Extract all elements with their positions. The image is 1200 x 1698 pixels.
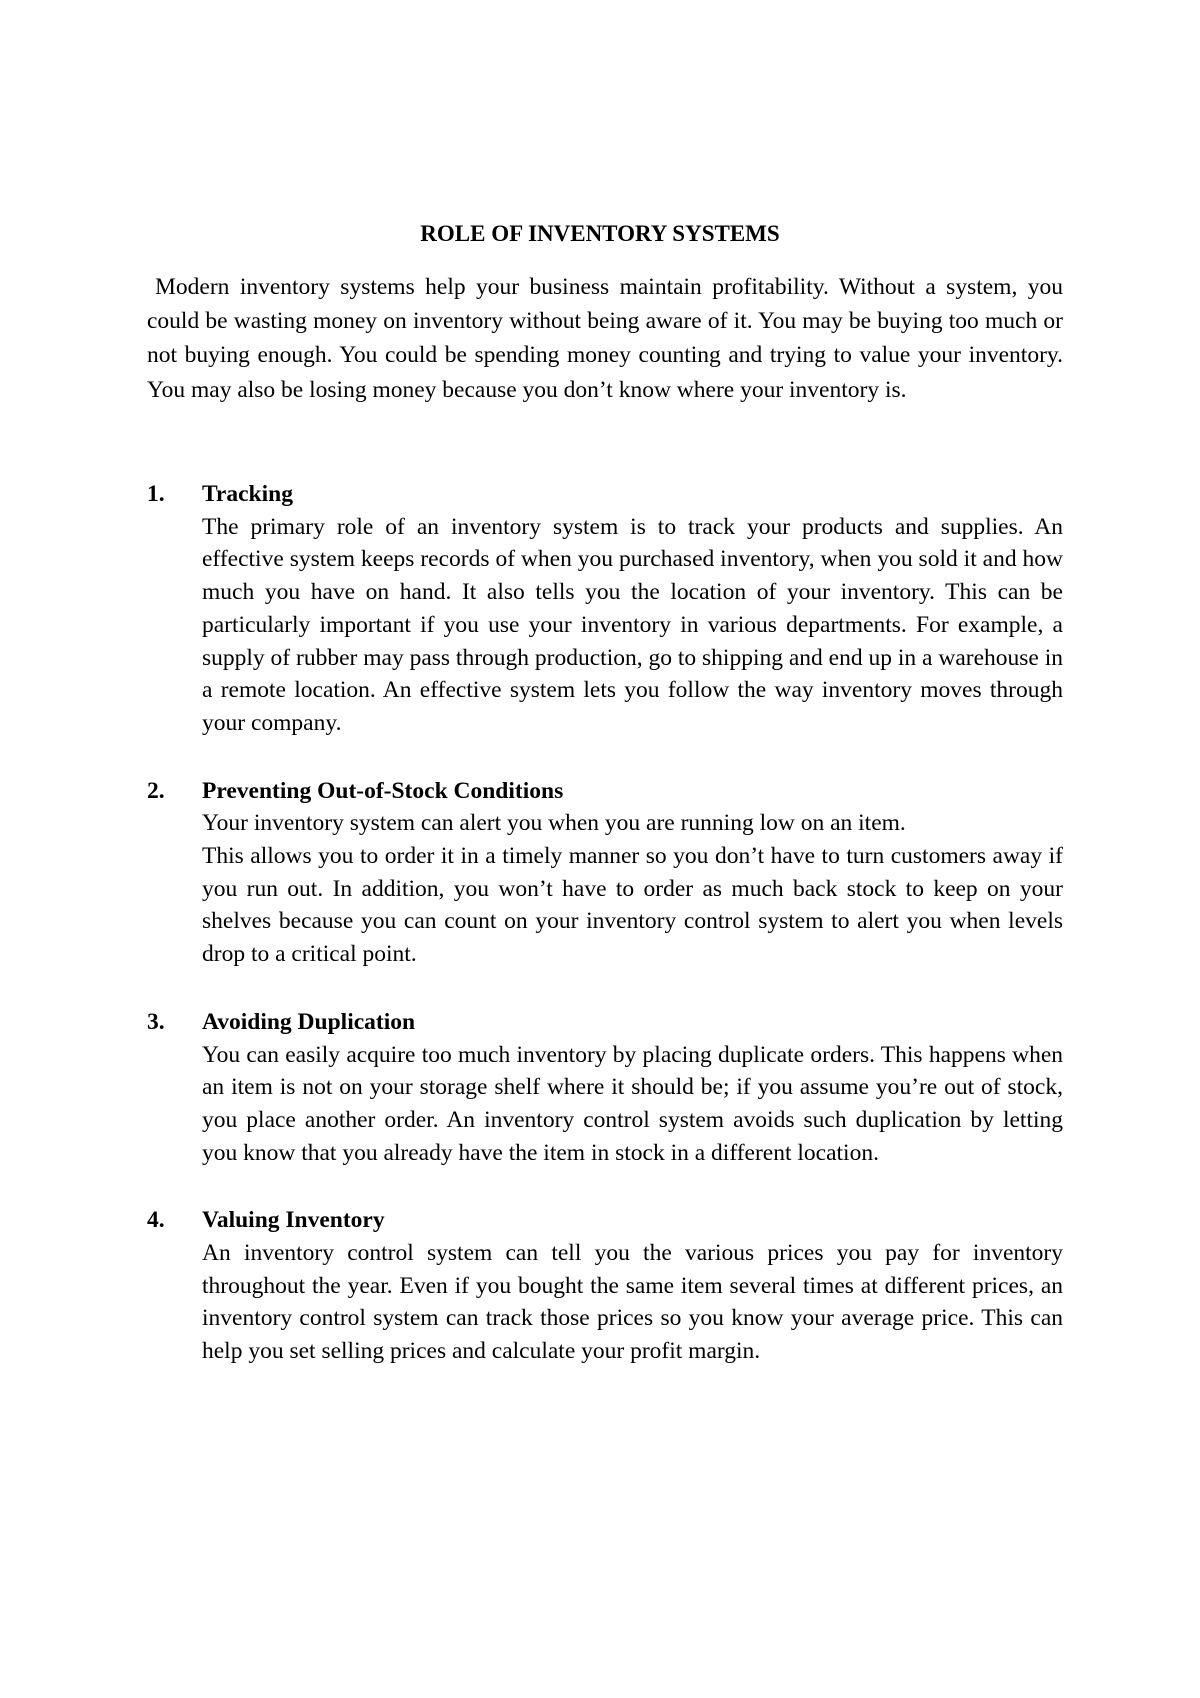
section-list <box>147 478 1063 1403</box>
section-lead: Your inventory system can alert you when you are running low on an item. <box>202 810 906 837</box>
section-body: An inventory control system can tell you the various prices you pay for inventory throughout the year. Even if you bought the same item several times at different prices, an inventory control system can track those prices so you know your average price. This can help you set selling prices and calculate your profit margin. <box>202 1240 1063 1365</box>
section-heading: Tracking <box>202 481 293 507</box>
section-number: 4. <box>147 1207 165 1234</box>
section-body: The primary role of an inventory system is to track your products and supplies. An effective system keeps records of when you purchased inventory, when you sold it and how much you have on hand. It also tells you the location of your inventory. This can be particularly important if you use your inventory in various departments. For example, a supply of rubber may pass through production, go to shipping and end up in a warehouse in a remote location. An effective system lets you follow the way inventory moves through your company. <box>202 513 1063 736</box>
section-item <box>147 478 1063 740</box>
section-item <box>147 775 1063 971</box>
section-heading: Valuing Inventory <box>202 1207 385 1234</box>
section-heading: Avoiding Duplication <box>202 1008 416 1035</box>
section-number: 1. <box>147 481 165 507</box>
section-number: 3. <box>147 1008 165 1035</box>
section-item <box>147 1204 1063 1368</box>
section-number: 2. <box>147 777 165 804</box>
page-title: ROLE OF INVENTORY SYSTEMS <box>420 221 780 246</box>
section-body: You can easily acquire too much inventory by placing duplicate orders. This happens when an item is not on your storage shelf where it should be; if you assume you’re out of stock, you place another order. An inventory control system avoids such duplication by letting you know that you already have the item in stock in a different location. <box>202 1041 1063 1166</box>
section-body: This allows you to order it in a timely manner so you don’t have to turn customers away if you run out. In addition, you won’t have to order as much back stock to keep on your shelves because you can count on your inventory control system to alert you when levels drop to a critical point. <box>202 843 1063 968</box>
section-heading: Preventing Out-of-Stock Conditions <box>202 777 564 804</box>
section-item <box>147 1006 1063 1170</box>
intro-paragraph: Modern inventory systems help your business maintain profitability. Without a system, you could be wasting money on inventory without being aware of it. You may be buying too much or not buying enough. You could be spending money counting and trying to value your inventory. You may also be losing money because you don’t know where your inventory is. <box>147 274 1063 403</box>
